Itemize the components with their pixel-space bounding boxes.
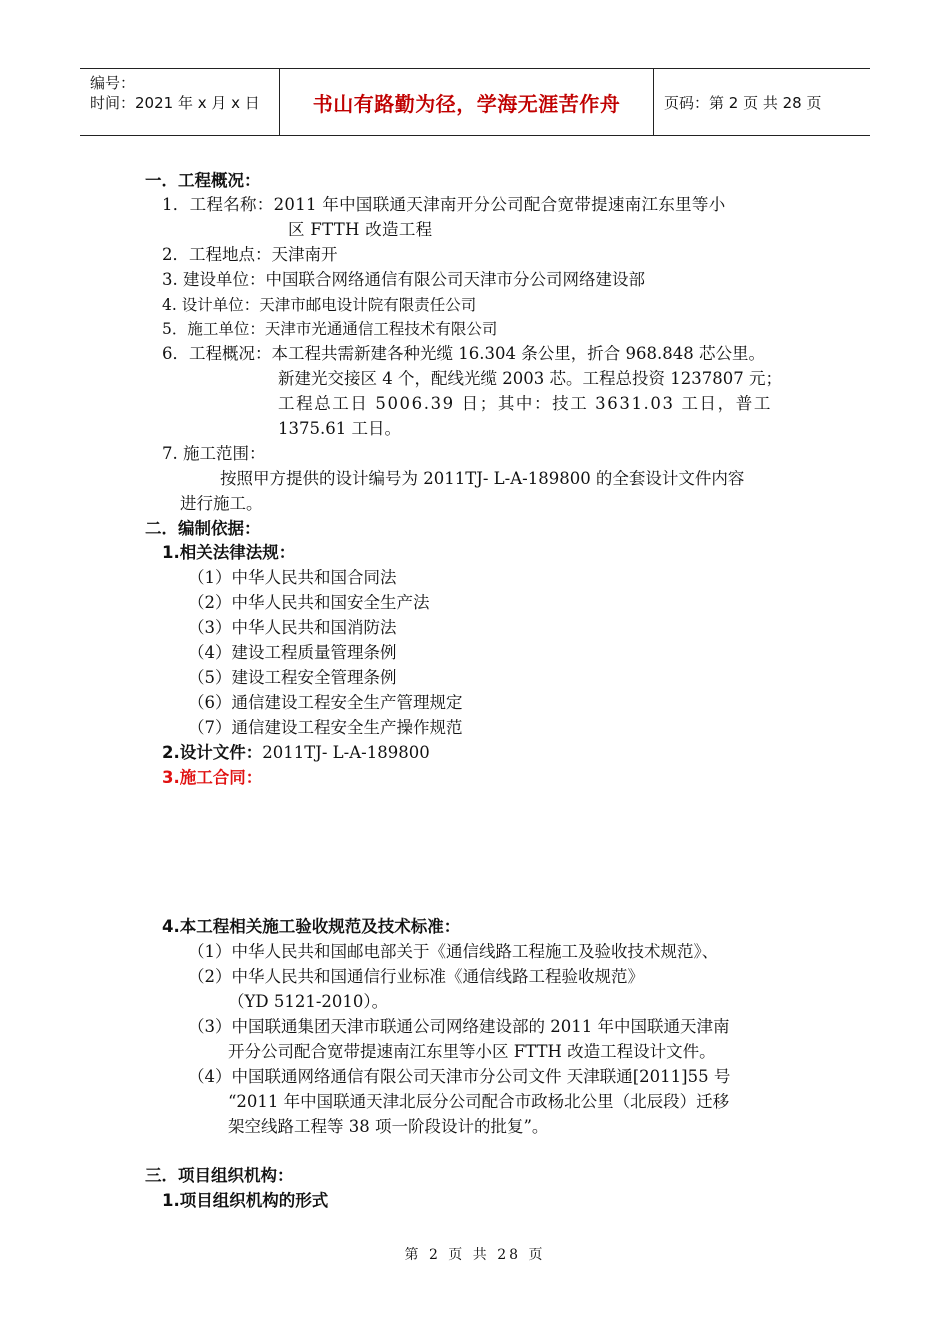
item-construction-scope-text: 按照甲方提供的设计编号为 2011TJ- L-A-189800 的全套设计文件内容: [220, 469, 745, 488]
header-motto: 书山有路勤为径，学海无涯苦作舟: [280, 69, 654, 135]
document-number-label: 编号：: [90, 74, 136, 92]
law-item: （2）中华人民共和国安全生产法: [188, 593, 430, 612]
header-page-label: 页码：第 2 页 共 28 页: [664, 93, 822, 112]
document-header: [80, 68, 870, 136]
subheading-design-docs: [162, 741, 430, 765]
section-heading-basis: 二．编制依据：: [145, 519, 261, 538]
standard-item: （2）中华人民共和国通信行业标准《通信线路工程验收规范》: [188, 967, 644, 986]
item-project-name-cont: 区 FTTH 改造工程: [288, 220, 433, 239]
standard-item: （3）中国联通集团天津市联通公司网络建设部的 2011 年中国联通天津南: [188, 1017, 730, 1036]
item-project-summary: 6．工程概况：本工程共需新建各种光缆 16.304 条公里，折合 968.848 芯公里。: [162, 344, 765, 363]
subheading-organization-form: 1.项目组织机构的形式: [162, 1191, 329, 1210]
item-project-summary-line2: 新建光交接区 4 个，配线光缆 2003 芯。工程总投资 1237807 元；: [278, 369, 782, 388]
item-construction-scope: 7. 施工范围：: [162, 444, 266, 463]
item-project-name: 1．工程名称：2011 年中国联通天津南开分公司配合宽带提速南江东里等小: [162, 195, 726, 214]
header-meta: [80, 69, 280, 135]
law-item: （7）通信建设工程安全生产操作规范: [188, 718, 463, 737]
item-construction-unit: 3. 建设单位：中国联合网络通信有限公司天津市分公司网络建设部: [162, 270, 645, 289]
law-item: （1）中华人民共和国合同法: [188, 568, 397, 587]
item-contractor-unit: 5．施工单位：天津市光通通信工程技术有限公司: [162, 320, 498, 338]
standard-item-cont: 架空线路工程等 38 项一阶段设计的批复”。: [228, 1117, 549, 1136]
item-design-unit: 4. 设计单位：天津市邮电设计院有限责任公司: [162, 296, 477, 314]
item-project-location: 2．工程地点：天津南开: [162, 245, 338, 264]
law-item: （3）中华人民共和国消防法: [188, 618, 397, 637]
item-project-summary-line3: 工程总工日 5006.39 日；其中：技工 3631.03 工日，普工: [278, 394, 772, 413]
subheading-contract: 3.施工合同：: [162, 768, 263, 787]
standard-item-cont: 开分公司配合宽带提速南江东里等小区 FTTH 改造工程设计文件。: [228, 1042, 716, 1061]
standard-item: （4）中国联通网络通信有限公司天津市分公司文件 天津联通[2011]55 号: [188, 1067, 731, 1086]
law-item: （4）建设工程质量管理条例: [188, 643, 397, 662]
standard-item-cont: “2011 年中国联通天津北辰分公司配合市政杨北公里（北辰段）迁移: [228, 1092, 730, 1111]
law-item: （5）建设工程安全管理条例: [188, 668, 397, 687]
subheading-laws: 1.相关法律法规：: [162, 543, 296, 562]
law-item: （6）通信建设工程安全生产管理规定: [188, 693, 463, 712]
section-heading-organization: 三．项目组织机构：: [145, 1166, 294, 1185]
item-project-summary-line4: 1375.61 工日。: [278, 419, 401, 438]
page-footer: 第 2 页 共 28 页: [404, 1247, 546, 1263]
standard-item-cont: （YD 5121-2010）。: [228, 992, 389, 1011]
section-heading-overview: 一．工程概况：: [145, 171, 261, 190]
document-time-label: 时间：2021 年 x 月 x 日: [90, 94, 260, 112]
subheading-standards: 4.本工程相关施工验收规范及技术标准：: [162, 917, 461, 936]
item-construction-scope-text-cont: 进行施工。: [180, 494, 263, 513]
design-docs-value: 2011TJ- L-A-189800: [262, 743, 430, 762]
standard-item: （1）中华人民共和国邮电部关于《通信线路工程施工及验收技术规范》、: [188, 942, 719, 961]
design-docs-label: 2.设计文件：: [162, 743, 263, 762]
